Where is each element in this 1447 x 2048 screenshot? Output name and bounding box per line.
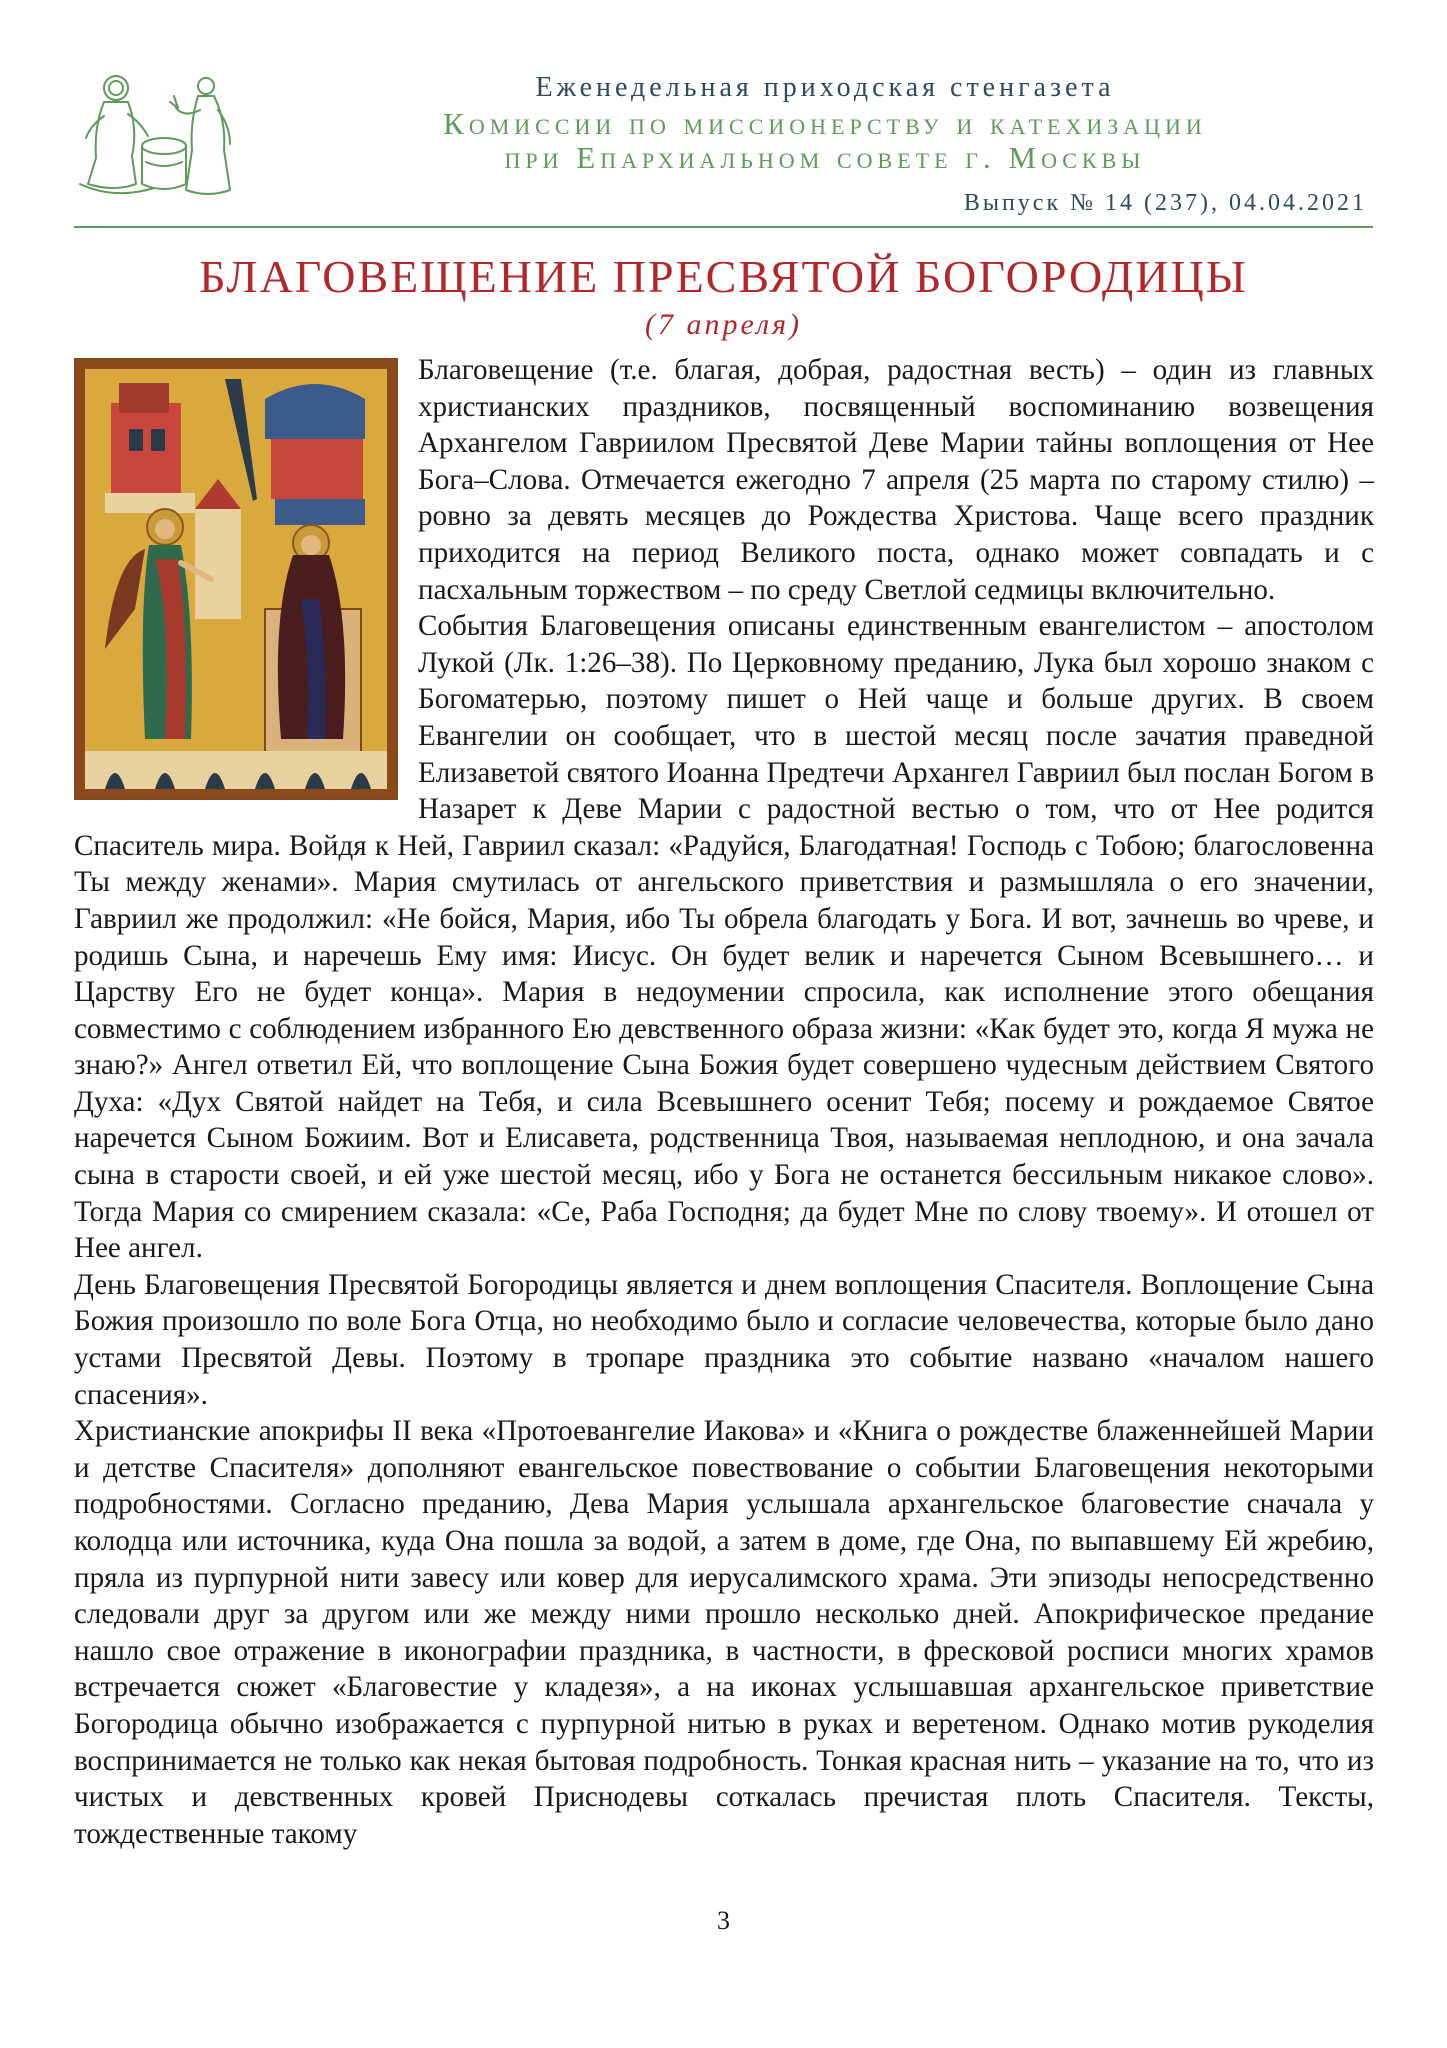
header-newspaper-type: Еженедельная приходская стенгазета	[535, 72, 1115, 103]
header-commission: Комиссии по миссионерству и катехизации	[443, 106, 1207, 141]
header-divider	[74, 226, 1373, 228]
annunciation-icon-image	[74, 358, 398, 800]
paragraph-2: События Благовещения описаны единственным евангелистом – апостолом Лукой (Лк. 1:26–38). По Церковному преданию, Лука был хорошо знаком с Богоматерью, поэтому пишет о Ней чаще и больше других. В своем Евангелии он сообщает, что в шестой месяц после зачатия праведной Елизаветой святого Иоанна Предтечи Архангел Гавриил был послан Богом в Назарет к Деве Марии с радостной вестью о том, что от Нее родится Спаситель мира. Войдя к Ней, Гавриил сказал: «Радуйся, Благодатная! Господь с Тобою; благословенна Ты между женами». Мария смутилась от ангельского приветствия и размышляла о его значении, Гавриил же продолжил: «Не бойся, Мария, ибо Ты обрела благодать у Бога. И вот, зачнешь во чреве, и родишь Сына, и наречешь Ему имя: Иисус. Он будет велик и наречется Сыном Всевышнего… и Царству Его не будет конца». Мария в недоумении спросила, как исполнение этого обещания совместимо с соблюдением избранного Ею девственного образа жизни: «Как будет это, когда Я мужа не знаю?» Ангел ответил Ей, что воплощение Сына Божия будет совершено чудесным действием Святого Духа: «Дух Святой найдет на Тебя, и сила Всевышнего осенит Тебя; посему и рождаемое Святое наречется Сыном Божиим. Вот и Елисавета, родственница Твоя, называемая неплодною, и она зачала сына в старости своей, и ей уже шестой месяц, ибо у Бога не останется бессильным никакое слово». Тогда Мария со смирением сказала: «Се, Раба Господня; да будет Мне по слову твоему». И отошел от Нее ангел.	[74, 610, 1374, 1265]
issue-number: Выпуск № 14 (237), 04.04.2021	[963, 190, 1367, 216]
paragraph-3: День Благовещения Пресвятой Богородицы является и днем воплощения Спасителя. Воплощение Сына Божия произошло по воле Бога Отца, но необходимо было и согласие человечества, которые было дано устами Пресвятой Девы. Поэтому в тропаре праздника это событие названо «началом нашего спасения».	[74, 1268, 1374, 1411]
page-number: 3	[717, 1906, 730, 1935]
article-title: БЛАГОВЕЩЕНИЕ ПРЕСВЯТОЙ БОГОРОДИЦЫ	[199, 251, 1248, 302]
paragraph-4: Христианские апокрифы II века «Протоевангелие Иакова» и «Книга о рождестве блаженнейшей Марии и детстве Спасителя» дополняют евангельское повествование о событии Благовещения некоторыми подробностями. Согласно преданию, Дева Мария услышала архангельское благовестие сначала у колодца или источника, куда Она пошла за водой, а затем в доме, где Она, по выпавшему Ей жребию, пряла из пурпурной нити завесу или ковер для иерусалимского храма. Эти эпизоды непосредственно следовали друг за другом или же между ними прошло несколько дней. Апокрифическое предание нашло свое отражение в иконографии праздника, в частности, в фресковой росписи многих храмов встречается сюжет «Благовестие у кладезя», а на иконах услышавшая архангельское приветствие Богородица обычно изображается с пурпурной нитью в руках и веретеном. Однако мотив рукоделия воспринимается не только как некая бытовая подробность. Тонкая красная нить – указание на то, что из чистых и девственных кровей Приснодевы соткалась пречистая плоть Спасителя. Тексты, тождественные такому	[74, 1415, 1374, 1850]
paragraph-1: Благовещение (т.е. благая, добрая, радостная весть) – один из главных христианских праздников, посвященный воспоминанию возвещения Архангелом Гавриилом Пресвятой Деве Марии тайны воплощения от Нее Бога–Слова. Отмечается ежегодно 7 апреля (25 марта по старому стилю) – ровно за девять месяцев до Рождества Христова. Чаще всего праздник приходится на период Великого поста, однако может совпадать и с пасхальным торжеством – по среду Светлой седмицы включительно.	[418, 354, 1374, 606]
article-subtitle: (7 апреля)	[644, 308, 803, 341]
header-council: при Епархиальном совете г. Москвы	[504, 140, 1146, 175]
logo-illustration	[74, 66, 244, 206]
article-body	[74, 352, 1374, 1852]
